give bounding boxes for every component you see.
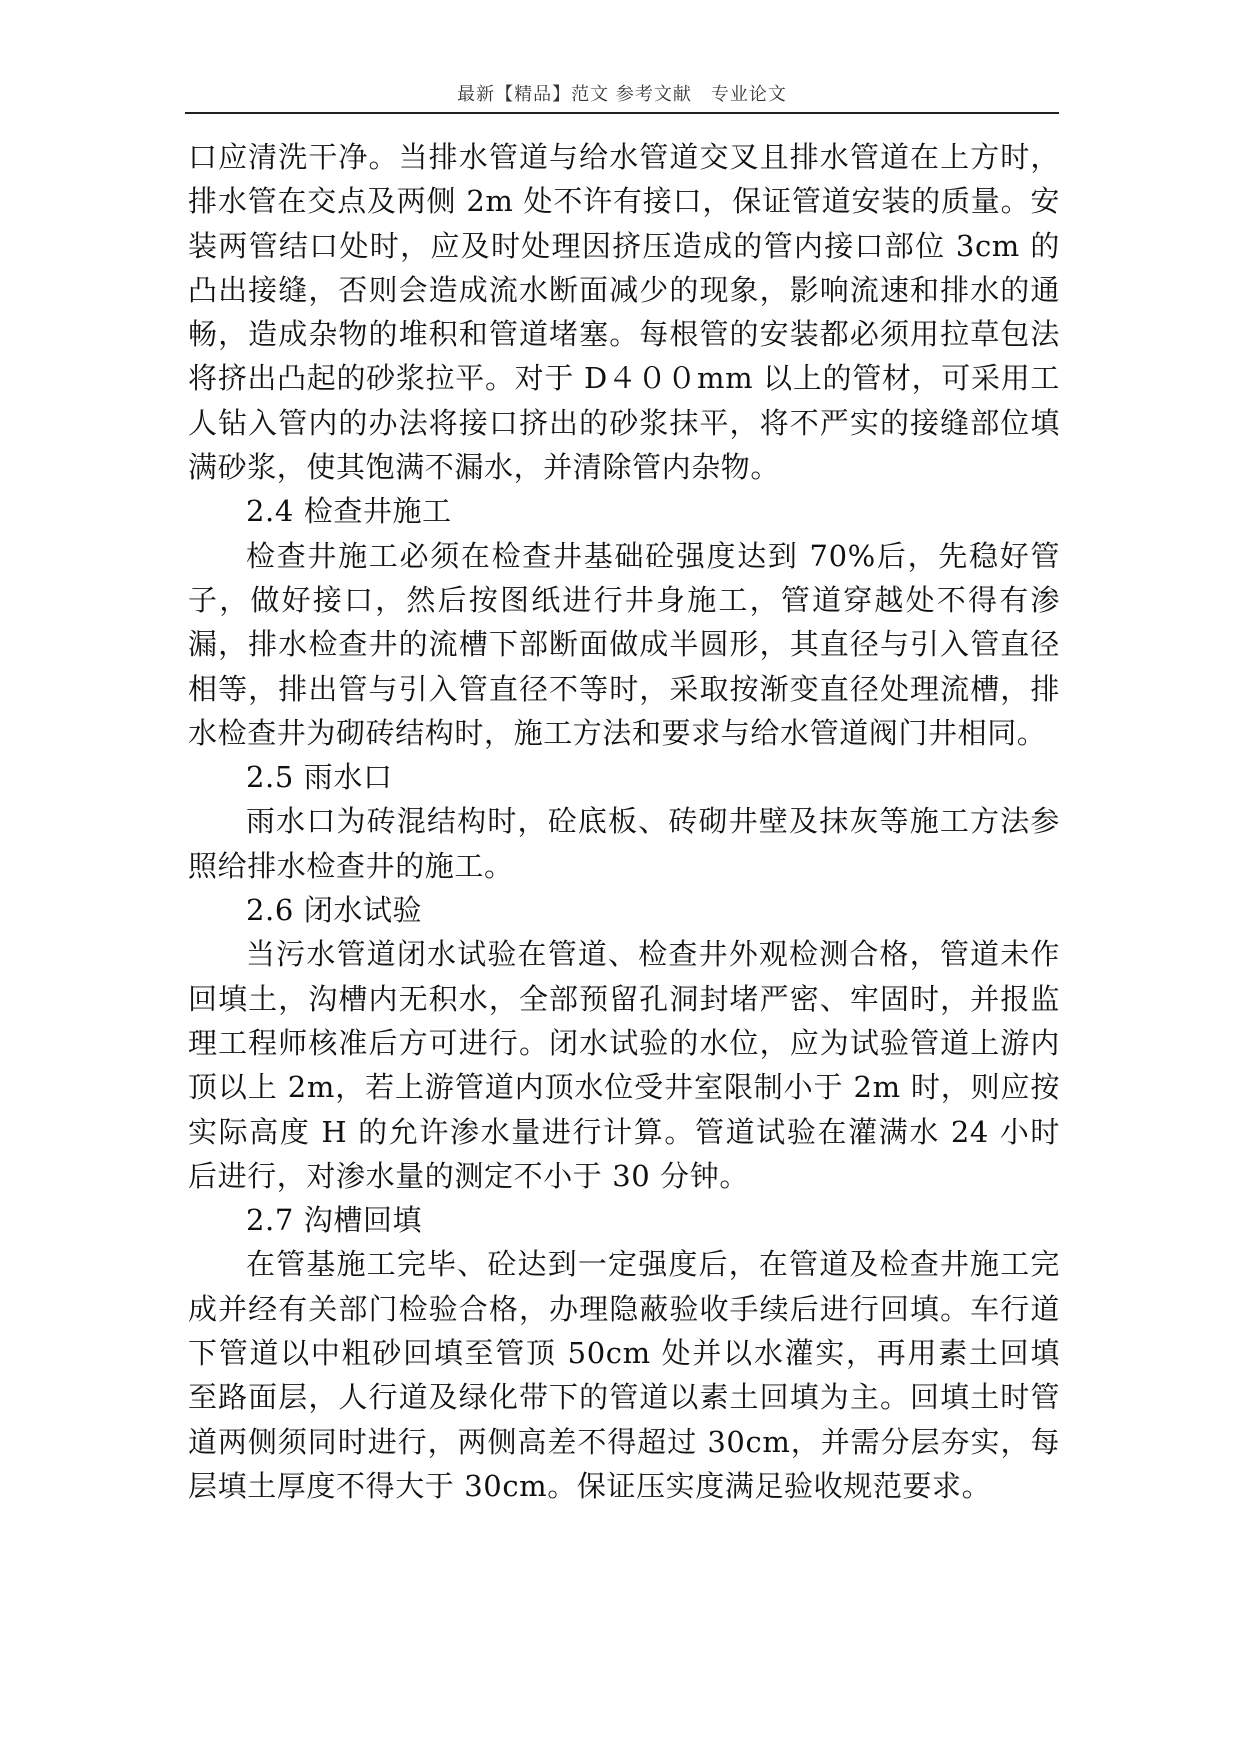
paragraph-pipe-joint: 口应清洗干净。当排水管道与给水管道交叉且排水管道在上方时，排水管在交点及两侧 2m 处不许有接口，保证管道安装的质量。安装两管结口处时，应及时处理因挤压造成的管内接口部位 3cm 的凸出接缝，否则会造成流水断面减少的现象，影响流速和排水的通畅，造成杂物的堆积和管道堵塞。每根管的安装都必须用拉草包法将挤出凸起的砂浆拉平。对于 D４００mm 以上的管材，可采用工人钻入管内的办法将接口挤出的砂浆抹平，将不严实的接缝部位填满砂浆，使其饱满不漏水，并清除管内杂物。 bbox=[188, 140, 1060, 485]
document-body bbox=[188, 135, 1060, 1508]
section-heading-rainwater-inlet: 2.5 雨水口 bbox=[246, 760, 393, 795]
section-heading-inspection-well: 2.4 检查井施工 bbox=[246, 494, 452, 529]
paragraph-inspection-well: 检查井施工必须在检查井基础砼强度达到 70%后，先稳好管子，做好接口，然后按图纸进行井身施工，管道穿越处不得有渗漏，排水检查井的流槽下部断面做成半圆形，其直径与引入管直径相等，排出管与引入管直径不等时，采取按渐变直径处理流槽，排水检查井为砌砖结构时，施工方法和要求与给水管道阀门井相同。 bbox=[188, 538, 1060, 750]
section-heading-trench-backfill: 2.7 沟槽回填 bbox=[246, 1203, 423, 1238]
header-text: 最新【精品】范文 参考文献 专业论文 bbox=[457, 84, 787, 105]
paragraph-rainwater-inlet: 雨水口为砖混结构时，砼底板、砖砌井壁及抹灰等施工方法参照给排水检查井的施工。 bbox=[188, 804, 1060, 883]
paragraph-closed-water-test: 当污水管道闭水试验在管道、检查井外观检测合格，管道未作回填土，沟槽内无积水，全部预留孔洞封堵严密、牢固时，并报监理工程师核准后方可进行。闭水试验的水位，应为试验管道上游内顶以上 2m，若上游管道内顶水位受井室限制小于 2m 时，则应按实际高度 H 的允许渗水量进行计算。管道试验在灌满水 24 小时后进行，对渗水量的测定不小于 30 分钟。 bbox=[188, 937, 1060, 1193]
paragraph-trench-backfill: 在管基施工完毕、砼达到一定强度后，在管道及检查井施工完成并经有关部门检验合格，办理隐蔽验收手续后进行回填。车行道下管道以中粗砂回填至管顶 50cm 处并以水灌实，再用素土回填至路面层，人行道及绿化带下的管道以素土回填为主。回填土时管道两侧须同时进行，两侧高差不得超过 30cm，并需分层夯实，每层填土厚度不得大于 30cm。保证压实度满足验收规范要求。 bbox=[188, 1247, 1060, 1503]
page-header bbox=[185, 84, 1059, 114]
section-heading-closed-water-test: 2.6 闭水试验 bbox=[246, 893, 423, 928]
